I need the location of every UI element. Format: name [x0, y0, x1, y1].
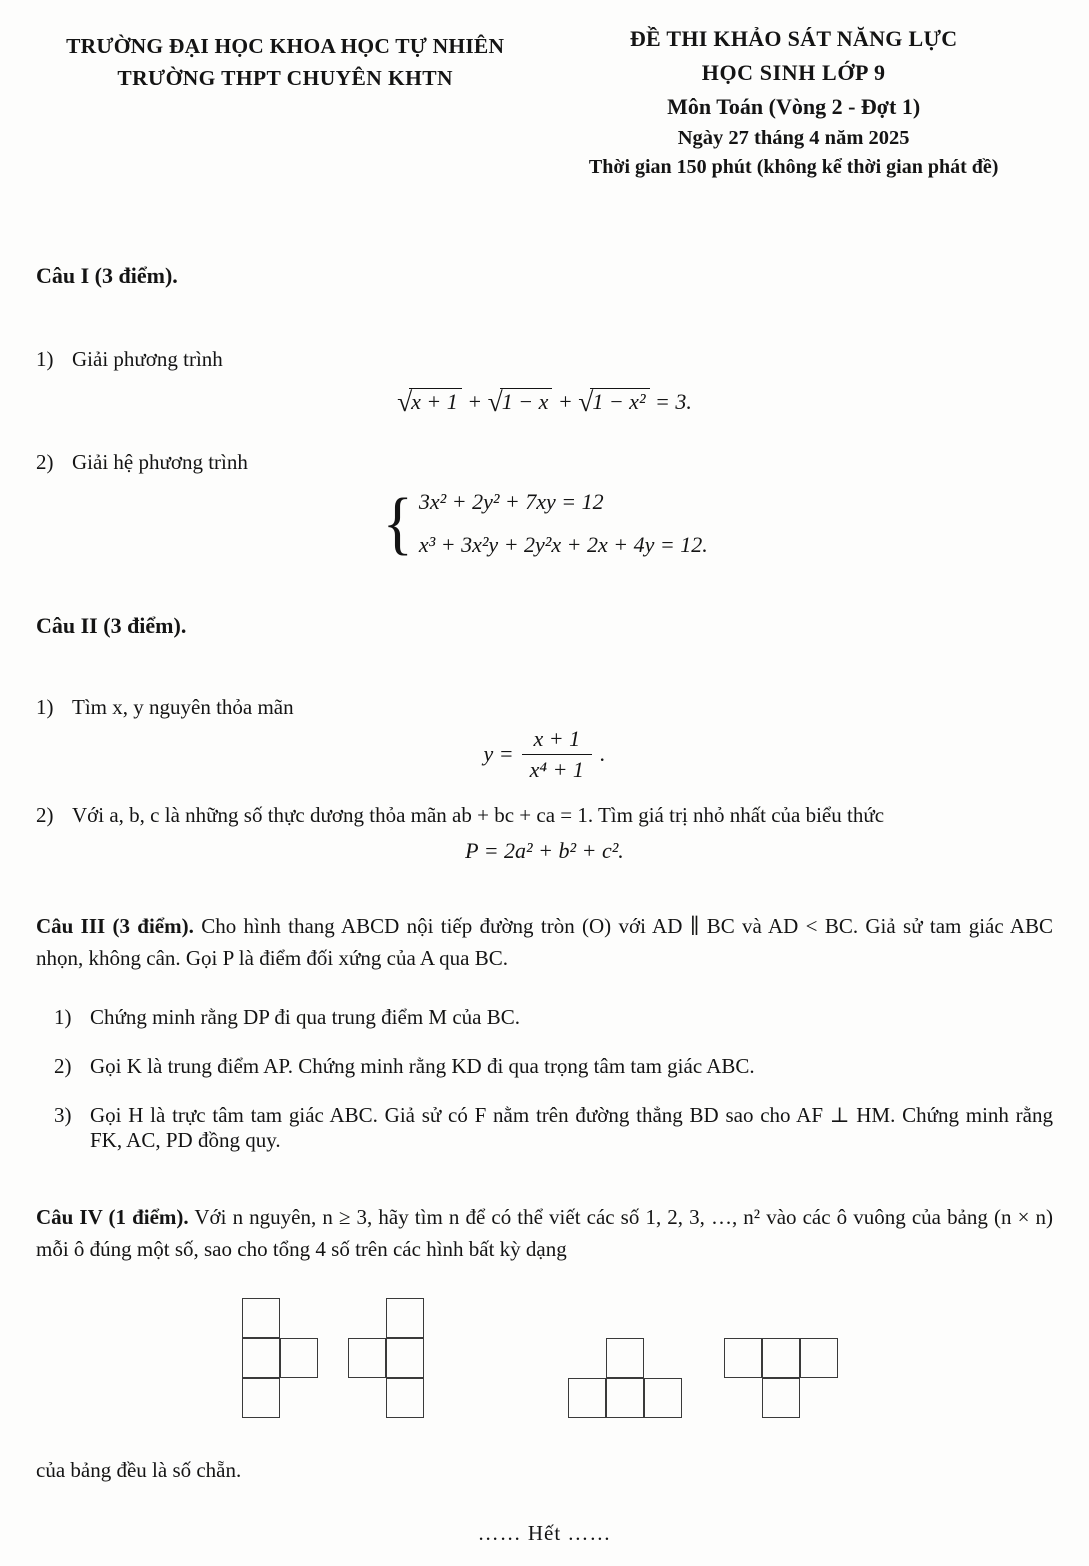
section-4-label: Câu IV (1 điểm).: [36, 1204, 189, 1229]
exam-subject: Môn Toán (Vòng 2 - Đợt 1): [667, 94, 921, 119]
radicand: 1 − x: [500, 388, 553, 415]
fraction-denominator: x⁴ + 1: [529, 756, 584, 782]
end-of-exam-text: …… Hết ……: [477, 1520, 612, 1545]
tetromino-cell: [386, 1338, 424, 1378]
tetromino-cell: [348, 1338, 386, 1378]
item-text: Gọi H là trực tâm tam giác ABC. Giả sử có F nằm trên đường thẳng BD sao cho AF ⊥ HM. Chứng minh rằng FK, AC, PD đồng quy.: [90, 1102, 1053, 1152]
item-text: Giải hệ phương trình: [72, 450, 248, 474]
section-3-label: Câu III (3 điểm).: [36, 913, 194, 938]
school-name: TRƯỜNG THPT CHUYÊN KHTN: [117, 66, 453, 90]
section-3-intro-text: Cho hình thang ABCD nội tiếp đường tròn (O) với AD ∥ BC và AD < BC. Giả sử tam giác ABC nhọn, không cân. Gọi P là điểm đối xứng của A qua BC.: [36, 913, 1053, 971]
radicand: 1 − x²: [590, 388, 649, 415]
section-2-title: Câu II (3 điểm).: [36, 612, 187, 638]
fraction-line: [484, 726, 606, 783]
tetromino-cell: [762, 1338, 800, 1378]
tetromino-cell: [242, 1378, 280, 1418]
equation-fraction: [36, 726, 1053, 783]
item-text: Chứng minh rằng DP đi qua trung điểm M của BC.: [90, 1004, 520, 1029]
section-3-item-3: [36, 1103, 1053, 1153]
equation-system: [36, 481, 1053, 567]
tetromino-cell: [644, 1378, 682, 1418]
fraction-suffix: .: [599, 741, 606, 767]
fraction-lhs: y =: [483, 741, 514, 767]
item-number: 2): [36, 802, 54, 827]
item-text: Giải phương trình: [72, 347, 223, 371]
section-3-item-1: [36, 1005, 1053, 1030]
tetromino-t-left: [348, 1298, 426, 1420]
section-1-item-2: [36, 450, 1053, 475]
system-line-1: 3x² + 2y² + 7xy = 12: [418, 489, 604, 514]
section-4-outro: của bảng đều là số chẵn.: [36, 1457, 242, 1482]
item-text: Gọi K là trung điểm AP. Chứng minh rằng KD đi qua trọng tâm tam giác ABC.: [90, 1053, 755, 1078]
section-2-item-2: [36, 803, 1053, 828]
tetromino-cell: [242, 1338, 280, 1378]
tetromino-cell: [568, 1378, 606, 1418]
tetromino-cell: [762, 1378, 800, 1418]
header: [36, 26, 1053, 179]
tetromino-cell: [386, 1378, 424, 1418]
tetromino-t-right: [242, 1298, 320, 1420]
tetromino-cell: [800, 1338, 838, 1378]
equation-sqrt: [36, 384, 1053, 416]
sqrt-term-1: [397, 389, 462, 414]
item-number: 1): [54, 1004, 72, 1029]
equation-rhs: = 3.: [655, 389, 692, 414]
system-line-2: x³ + 3x²y + 2y²x + 2x + 4y = 12.: [418, 531, 708, 557]
tetromino-t-up: [568, 1338, 684, 1420]
sqrt-term-2: [488, 389, 553, 414]
fraction-numerator: x + 1: [522, 726, 592, 755]
section-1-item-1: [36, 347, 1053, 372]
exam-title: ĐỀ THI KHẢO SÁT NĂNG LỰC: [629, 26, 958, 51]
section-2-item-1: [36, 695, 1053, 720]
plus-sign: +: [467, 389, 483, 414]
system-lines: [419, 481, 708, 567]
item-number: 2): [54, 1053, 72, 1078]
plus-sign: +: [557, 389, 573, 414]
fraction: [522, 726, 592, 783]
tetromino-cell: [606, 1378, 644, 1418]
section-3-intro: [36, 910, 1053, 975]
item-text: Tìm x, y nguyên thỏa mãn: [72, 694, 294, 719]
item-number: 2): [36, 450, 54, 474]
header-school-block: [36, 26, 534, 91]
tetromino-figure: [36, 1298, 1053, 1420]
sqrt-term-3: [578, 389, 649, 414]
tetromino-t-down: [724, 1338, 840, 1420]
tetromino-cell: [242, 1298, 280, 1338]
university-name: TRƯỜNG ĐẠI HỌC KHOA HỌC TỰ NHIÊN: [66, 34, 505, 58]
item-number: 1): [36, 347, 54, 371]
section-4-intro-text: Với n nguyên, n ≥ 3, hãy tìm n để có thể viết các số 1, 2, 3, …, n² vào các ô vuông của bảng (n × n) mỗi ô đúng một số, sao cho tổng 4 số trên các hình bất kỳ dạng: [36, 1204, 1053, 1262]
tetromino-cell: [386, 1298, 424, 1338]
radicand: x + 1: [409, 388, 462, 415]
tetromino-cell: [280, 1338, 318, 1378]
tetromino-cell: [724, 1338, 762, 1378]
tetromino-cell: [606, 1338, 644, 1378]
exam-duration: Thời gian 150 phút (không kể thời gian phát đề): [588, 156, 999, 178]
item-number: 3): [54, 1102, 72, 1127]
section-4-intro: [36, 1201, 1053, 1266]
item-text: Với a, b, c là những số thực dương thỏa mãn ab + bc + ca = 1. Tìm giá trị nhỏ nhất của biểu thức: [72, 802, 885, 827]
header-exam-block: [534, 26, 1053, 179]
item-number: 1): [36, 694, 54, 719]
section-1-title: Câu I (3 điểm).: [36, 263, 178, 288]
left-brace: {: [382, 484, 414, 562]
exam-date: Ngày 27 tháng 4 năm 2025: [677, 127, 910, 149]
equation-p: P = 2a² + b² + c².: [465, 837, 624, 863]
section-3-item-2: [36, 1054, 1053, 1079]
exam-grade: HỌC SINH LỚP 9: [701, 60, 886, 85]
